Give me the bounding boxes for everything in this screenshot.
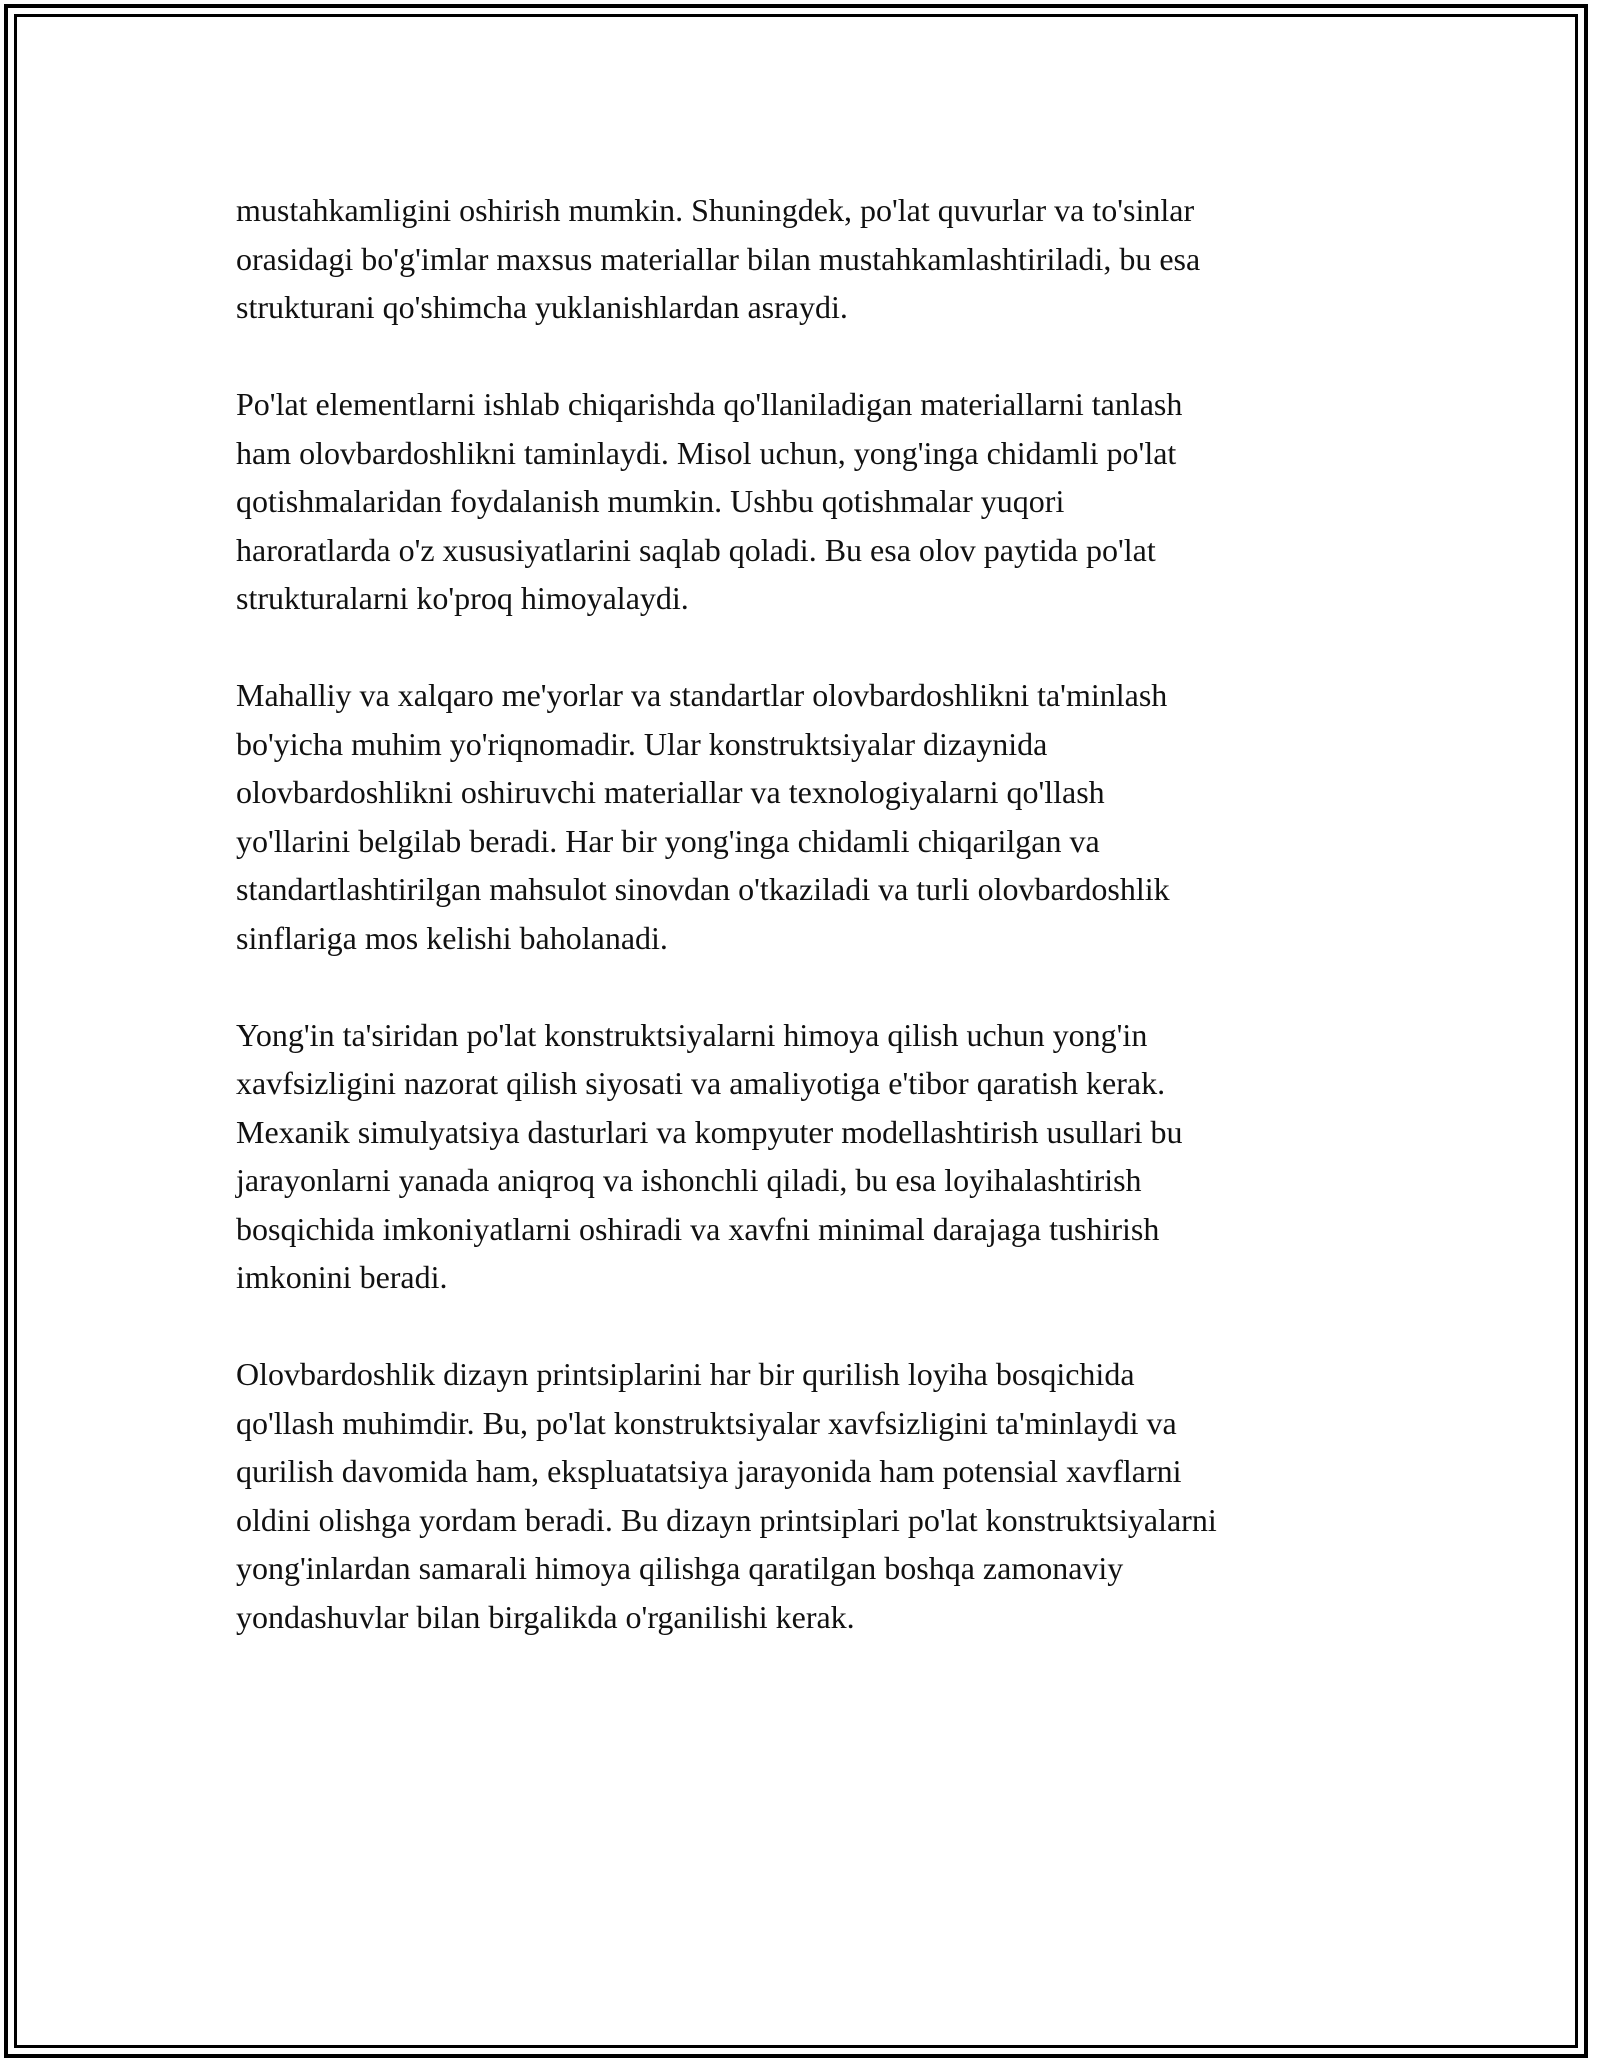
paragraph-5: Olovbardoshlik dizayn printsiplarini har bir qurilish loyiha bosqichida qo'llash muhimdir. Bu, po'lat konstruktsiyalar xavfsizligini ta'minlaydi va qurilish davomida ham, ekspluatatsiya jarayonida ham potensial xavflarni oldini olishga yordam beradi. Bu dizayn printsiplari po'lat konstruktsiyalarni yong'inlardan samarali himoya qilishga qaratilgan boshqa zamonaviy yondashuvlar bilan birgalikda o'rganilishi kerak. — [236, 1356, 1217, 1635]
paragraph-3: Mahalliy va xalqaro me'yorlar va standartlar olovbardoshlikni ta'minlash bo'yicha muhim yo'riqnomadir. Ular konstruktsiyalar dizaynida olovbardoshlikni oshiruvchi materiallar va texnologiyalarni qo'llash yo'llarini belgilab beradi. Har bir yong'inga chidamli chiqarilgan va standartlashtirilgan mahsulot sinovdan o'tkaziladi va turli olovbardoshlik sinflariga mos kelishi baholanadi. — [236, 677, 1170, 956]
document-body — [236, 186, 1366, 1690]
paragraph-1: mustahkamligini oshirish mumkin. Shuningdek, po'lat quvurlar va to'sinlar orasidagi bo'g'imlar maxsus materiallar bilan mustahkamlashtiriladi, bu esa strukturani qo'shimcha yuklanishlardan asraydi. — [236, 192, 1201, 325]
paragraph-2: Po'lat elementlarni ishlab chiqarishda qo'llaniladigan materiallarni tanlash ham olovbardoshlikni taminlaydi. Misol uchun, yong'inga chidamli po'lat qotishmalaridan foydalanish mumkin. Ushbu qotishmalar yuqori haroratlarda o'z xususiyatlarini saqlab qoladi. Bu esa olov paytida po'lat strukturalarni ko'proq himoyalaydi. — [236, 386, 1183, 616]
paragraph-4: Yong'in ta'siridan po'lat konstruktsiyalarni himoya qilish uchun yong'in xavfsizligini nazorat qilish siyosati va amaliyotiga e'tibor qaratish kerak. Mexanik simulyatsiya dasturlari va kompyuter modellashtirish usullari bu jarayonlarni yanada aniqroq va ishonchli qiladi, bu esa loyihalashtirish bosqichida imkoniyatlarni oshiradi va xavfni minimal darajaga tushirish imkonini beradi. — [236, 1016, 1183, 1295]
